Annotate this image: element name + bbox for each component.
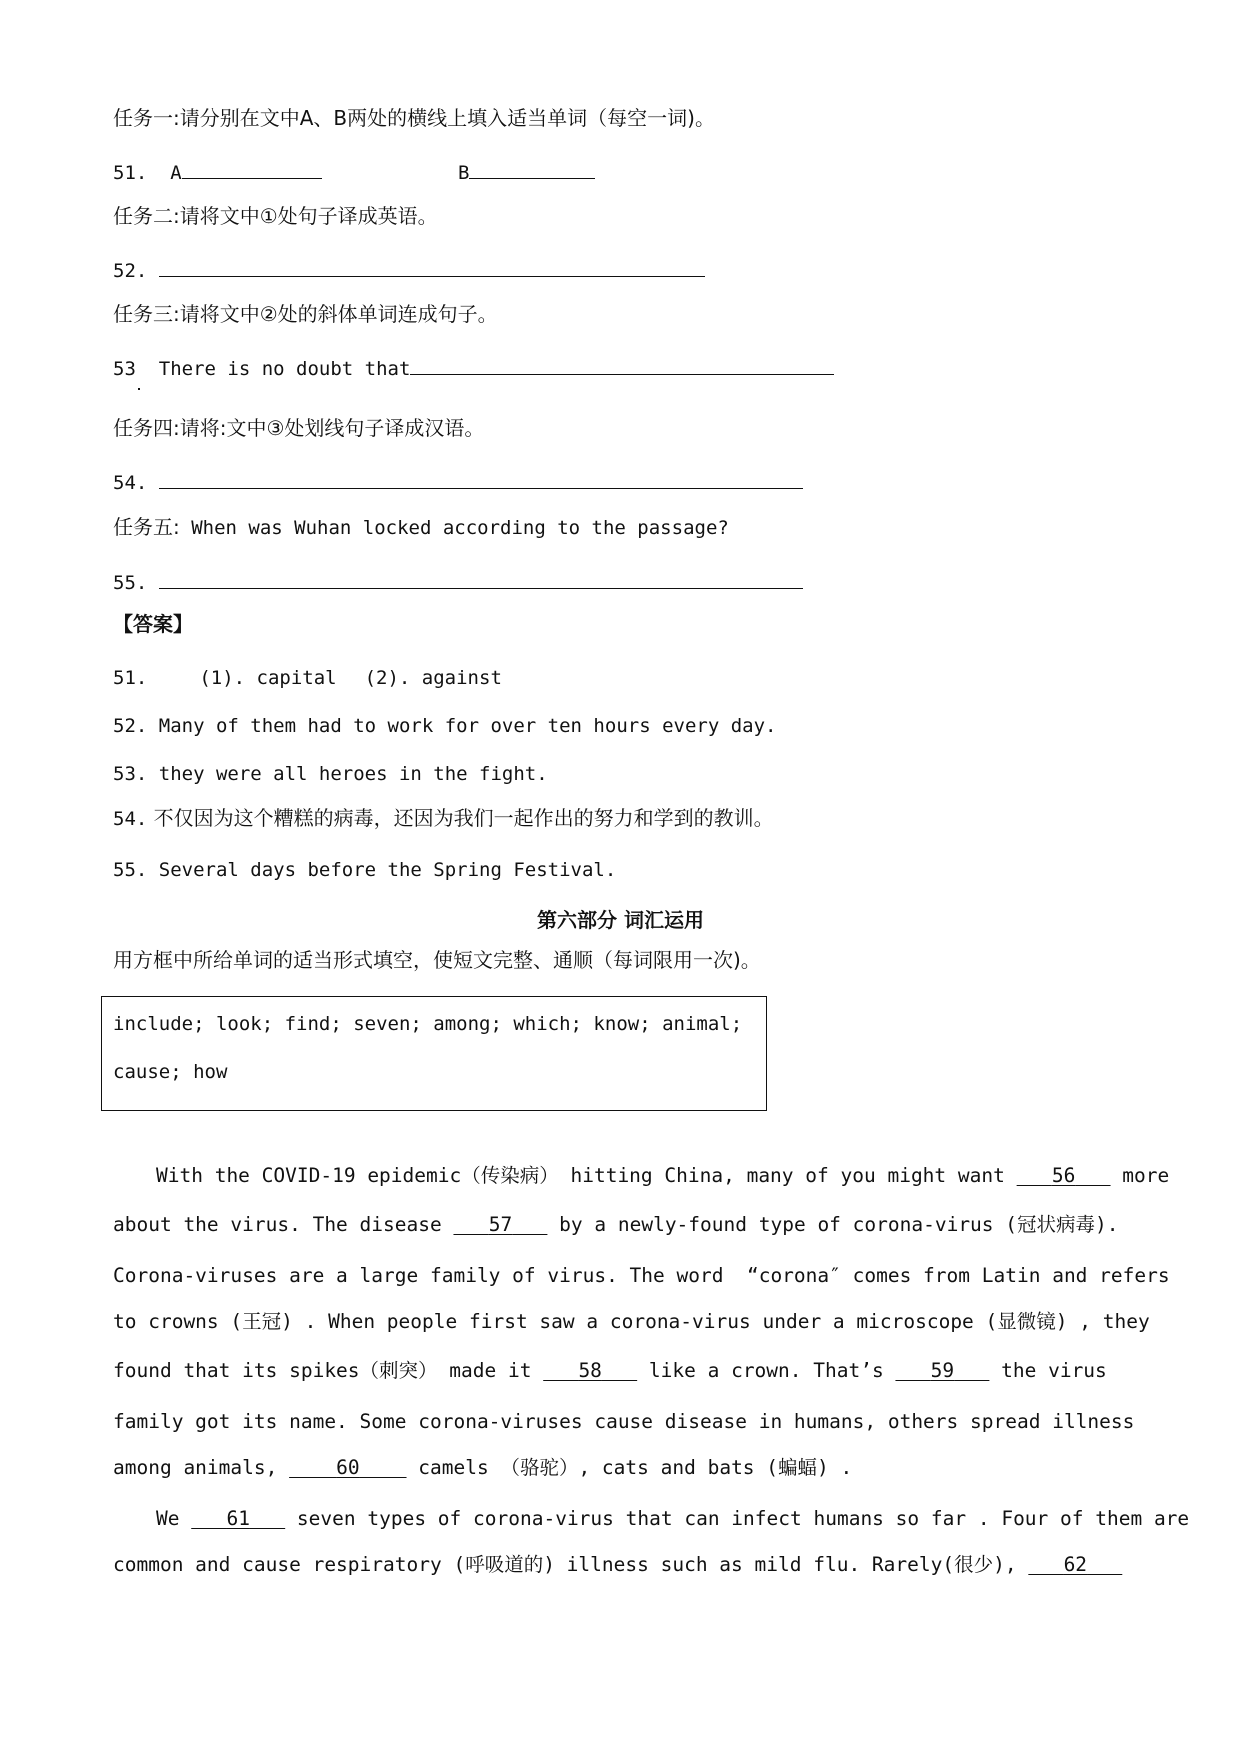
word-bank-line-2: cause; how xyxy=(113,1061,228,1083)
question-number: 51. xyxy=(113,162,148,184)
blank-a-label: A xyxy=(170,162,182,184)
question-number: 52. xyxy=(113,260,148,282)
blank-number: 57 xyxy=(488,1213,513,1236)
task-five-instruction xyxy=(113,515,729,540)
passage-line xyxy=(113,1456,852,1480)
question-51-b xyxy=(458,160,595,185)
answer-blank-54[interactable] xyxy=(159,470,803,489)
blank-58[interactable] xyxy=(543,1359,637,1382)
answer-number: 51. xyxy=(113,667,148,689)
task-two-instruction: 任务二:请将文中①处句子译成英语。 xyxy=(113,204,438,228)
blank-61[interactable] xyxy=(191,1507,285,1530)
answer-54 xyxy=(113,806,774,831)
answer-blank-52[interactable] xyxy=(159,258,705,277)
passage-line: to crowns (王冠) . When people first saw a corona-virus under a microscope (显微镜) , they xyxy=(113,1310,1150,1333)
blank-57[interactable] xyxy=(453,1213,547,1236)
passage-text: common and cause respiratory (呼吸道的) illness such as mild flu. Rarely(很少), xyxy=(113,1553,1029,1576)
question-51 xyxy=(113,160,322,185)
question-number: 55. xyxy=(113,572,148,594)
question-number: 54. xyxy=(113,472,148,494)
blank-62[interactable] xyxy=(1028,1553,1122,1576)
task-five-label: 任务五: xyxy=(113,515,180,539)
answer-55: 55. Several days before the Spring Festival. xyxy=(113,859,617,881)
answer-blank-a[interactable] xyxy=(182,160,322,179)
word-bank-box xyxy=(101,996,767,1111)
blank-number: 62 xyxy=(1063,1553,1088,1576)
blank-b-label: B xyxy=(458,162,470,184)
task-five-question: When was Wuhan locked according to the passage? xyxy=(179,517,729,539)
answer-51-2: (2). against xyxy=(364,667,502,689)
passage-text: camels （骆驼）, cats and bats (蝙蝠) . xyxy=(406,1456,853,1479)
passage-line xyxy=(156,1507,1189,1531)
task-three-instruction: 任务三:请将文中②处的斜体单词连成句子。 xyxy=(113,302,498,326)
answer-51 xyxy=(113,666,502,690)
answer-blank-55[interactable] xyxy=(159,570,803,589)
question-52 xyxy=(113,258,705,283)
passage-text: With the COVID-19 epidemic（传染病） hitting China, many of you might want xyxy=(156,1164,1017,1187)
answer-52: 52. Many of them had to work for over ten hours every day. xyxy=(113,715,777,737)
passage-text: among animals, xyxy=(113,1456,290,1479)
word-bank-line-1: include; look; find; seven; among; which; know; animal; xyxy=(113,1013,743,1035)
passage-line xyxy=(113,1553,1122,1577)
passage-line xyxy=(113,1359,1107,1383)
passage-text: about the virus. The disease xyxy=(113,1213,454,1236)
answer-number: 54. xyxy=(113,808,148,830)
passage-line: family got its name. Some corona-viruses cause disease in humans, others spread illness xyxy=(113,1410,1135,1433)
passage-line xyxy=(113,1213,1119,1237)
passage-text: more xyxy=(1110,1164,1170,1187)
answer-blank-b[interactable] xyxy=(469,160,595,179)
passage-line xyxy=(156,1164,1169,1188)
question-55 xyxy=(113,570,803,595)
question-53 xyxy=(113,356,834,381)
passage-text: We xyxy=(156,1507,192,1530)
question-54 xyxy=(113,470,803,495)
passage-line: Corona-viruses are a large family of virus. The word “corona″ comes from Latin and refers xyxy=(113,1264,1170,1287)
task-one-instruction: 任务一:请分别在文中A、B两处的横线上填入适当单词（每空一词)。 xyxy=(113,106,715,130)
blank-number: 56 xyxy=(1051,1164,1076,1187)
section-six-title: 第六部分 词汇运用 xyxy=(537,908,704,932)
passage-text: found that its spikes（刺突） made it xyxy=(113,1359,544,1382)
passage-text: by a newly-found type of corona-virus (冠状病毒). xyxy=(547,1213,1119,1236)
blank-59[interactable] xyxy=(895,1359,989,1382)
blank-number: 59 xyxy=(930,1359,955,1382)
passage-text: seven types of corona-virus that can infect humans so far . Four of them are xyxy=(285,1507,1190,1530)
answer-blank-53[interactable] xyxy=(410,356,834,375)
blank-number: 60 xyxy=(336,1456,360,1479)
blank-number: 61 xyxy=(226,1507,250,1530)
stray-dot xyxy=(138,388,140,390)
answer-54-text: 不仅因为这个糟糕的病毒，还因为我们一起作出的努力和学到的教训。 xyxy=(147,806,774,830)
passage-text: the virus xyxy=(989,1359,1107,1382)
answer-53: 53. they were all heroes in the fight. xyxy=(113,763,548,785)
blank-60[interactable] xyxy=(289,1456,406,1479)
answers-header: 【答案】 xyxy=(113,612,193,636)
blank-number: 58 xyxy=(578,1359,602,1382)
answer-51-1: (1). capital xyxy=(199,667,337,689)
passage-text: like a crown. That’s xyxy=(637,1359,896,1382)
question-53-prompt: 53 There is no doubt that xyxy=(113,358,411,380)
task-four-instruction: 任务四:请将:文中③处划线句子译成汉语。 xyxy=(113,416,485,440)
section-six-instruction: 用方框中所给单词的适当形式填空，使短文完整、通顺（每词限用一次)。 xyxy=(113,948,761,972)
blank-56[interactable] xyxy=(1017,1164,1111,1187)
